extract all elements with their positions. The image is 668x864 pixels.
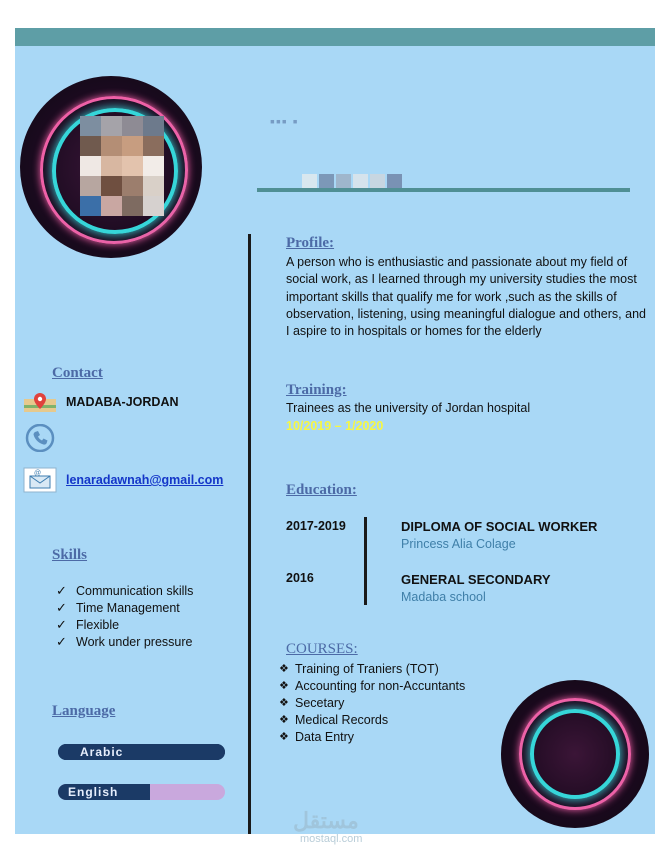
watermark-logo: مستقل xyxy=(293,808,359,833)
courses-list xyxy=(279,660,465,745)
course-item: ❖ Accounting for non-Accuntants xyxy=(279,678,466,693)
check-icon: ✓ xyxy=(56,599,67,615)
contact-location xyxy=(22,390,179,414)
course-item: ❖ Training of Traniers (TOT) xyxy=(279,661,439,676)
education-years: 2017-2019 xyxy=(286,519,346,533)
profile-heading: Profile: xyxy=(286,235,335,251)
profile-text: A person who is enthusiastic and passionate about my field of social work, as I learned through my university studies the most important skills that qualify me for work ,such as the skills of observation, listening, using meaningful dialogue and others, and I aspire to in hospitals or homes for the elderly xyxy=(286,255,646,339)
skill-item: ✓ Flexible xyxy=(56,616,120,632)
education-divider xyxy=(364,517,367,605)
diamond-bullet-icon: ❖ xyxy=(279,714,289,726)
watermark-url: mostaql.com xyxy=(300,833,363,845)
header-bar xyxy=(15,28,655,46)
language-label: English xyxy=(68,785,119,799)
check-icon: ✓ xyxy=(56,633,67,649)
skills-list xyxy=(56,582,193,650)
decorative-neon-ring xyxy=(501,680,649,828)
profile-photo xyxy=(20,76,202,258)
name-underline xyxy=(257,188,630,192)
education-heading: Education: xyxy=(286,482,357,498)
language-bar-english xyxy=(58,784,225,800)
email-link[interactable]: lenaradawnah@gmail.com xyxy=(66,473,224,487)
training-heading: Training: xyxy=(286,382,347,398)
skill-item: ✓ Time Management xyxy=(56,599,180,615)
education-degree: GENERAL SECONDARY xyxy=(401,572,551,587)
email-icon xyxy=(22,468,58,492)
neon-ring-cyan xyxy=(530,709,620,799)
education-institution: Princess Alia Colage xyxy=(401,537,516,551)
language-label: Arabic xyxy=(80,745,124,759)
pixelated-face xyxy=(80,116,164,216)
contact-heading: Contact xyxy=(52,365,103,381)
diamond-bullet-icon: ❖ xyxy=(279,731,289,743)
diamond-bullet-icon: ❖ xyxy=(279,697,289,709)
column-divider xyxy=(248,234,251,834)
contact-email xyxy=(22,468,223,492)
language-bar-arabic xyxy=(58,744,225,760)
contact-phone xyxy=(22,426,58,450)
training-dates: 10/2019 – 1/2020 xyxy=(286,419,384,433)
courses-heading: COURSES: xyxy=(286,641,358,657)
diamond-bullet-icon: ❖ xyxy=(279,663,289,675)
course-item: ❖ Secetary xyxy=(279,695,345,710)
map-pin-icon xyxy=(22,390,58,414)
course-item: ❖ Data Entry xyxy=(279,729,355,744)
education-years: 2016 xyxy=(286,571,314,585)
skills-heading: Skills xyxy=(52,547,88,563)
education-institution: Madaba school xyxy=(401,590,486,604)
course-item: ❖ Medical Records xyxy=(279,712,389,727)
check-icon: ✓ xyxy=(56,582,67,598)
education-degree: DIPLOMA OF SOCIAL WORKER xyxy=(401,519,598,534)
location-text: MADABA-JORDAN xyxy=(66,395,179,409)
language-heading: Language xyxy=(52,703,116,719)
name-placeholder: ▪▪▪ ▪ xyxy=(270,113,299,129)
training-text: Trainees as the university of Jordan hospital xyxy=(286,401,531,415)
phone-icon xyxy=(22,426,58,450)
skill-item: ✓ Work under pressure xyxy=(56,633,193,649)
skill-item: ✓ Communication skills xyxy=(56,582,194,598)
check-icon: ✓ xyxy=(56,616,67,632)
diamond-bullet-icon: ❖ xyxy=(279,680,289,692)
svg-text:@: @ xyxy=(34,470,42,477)
